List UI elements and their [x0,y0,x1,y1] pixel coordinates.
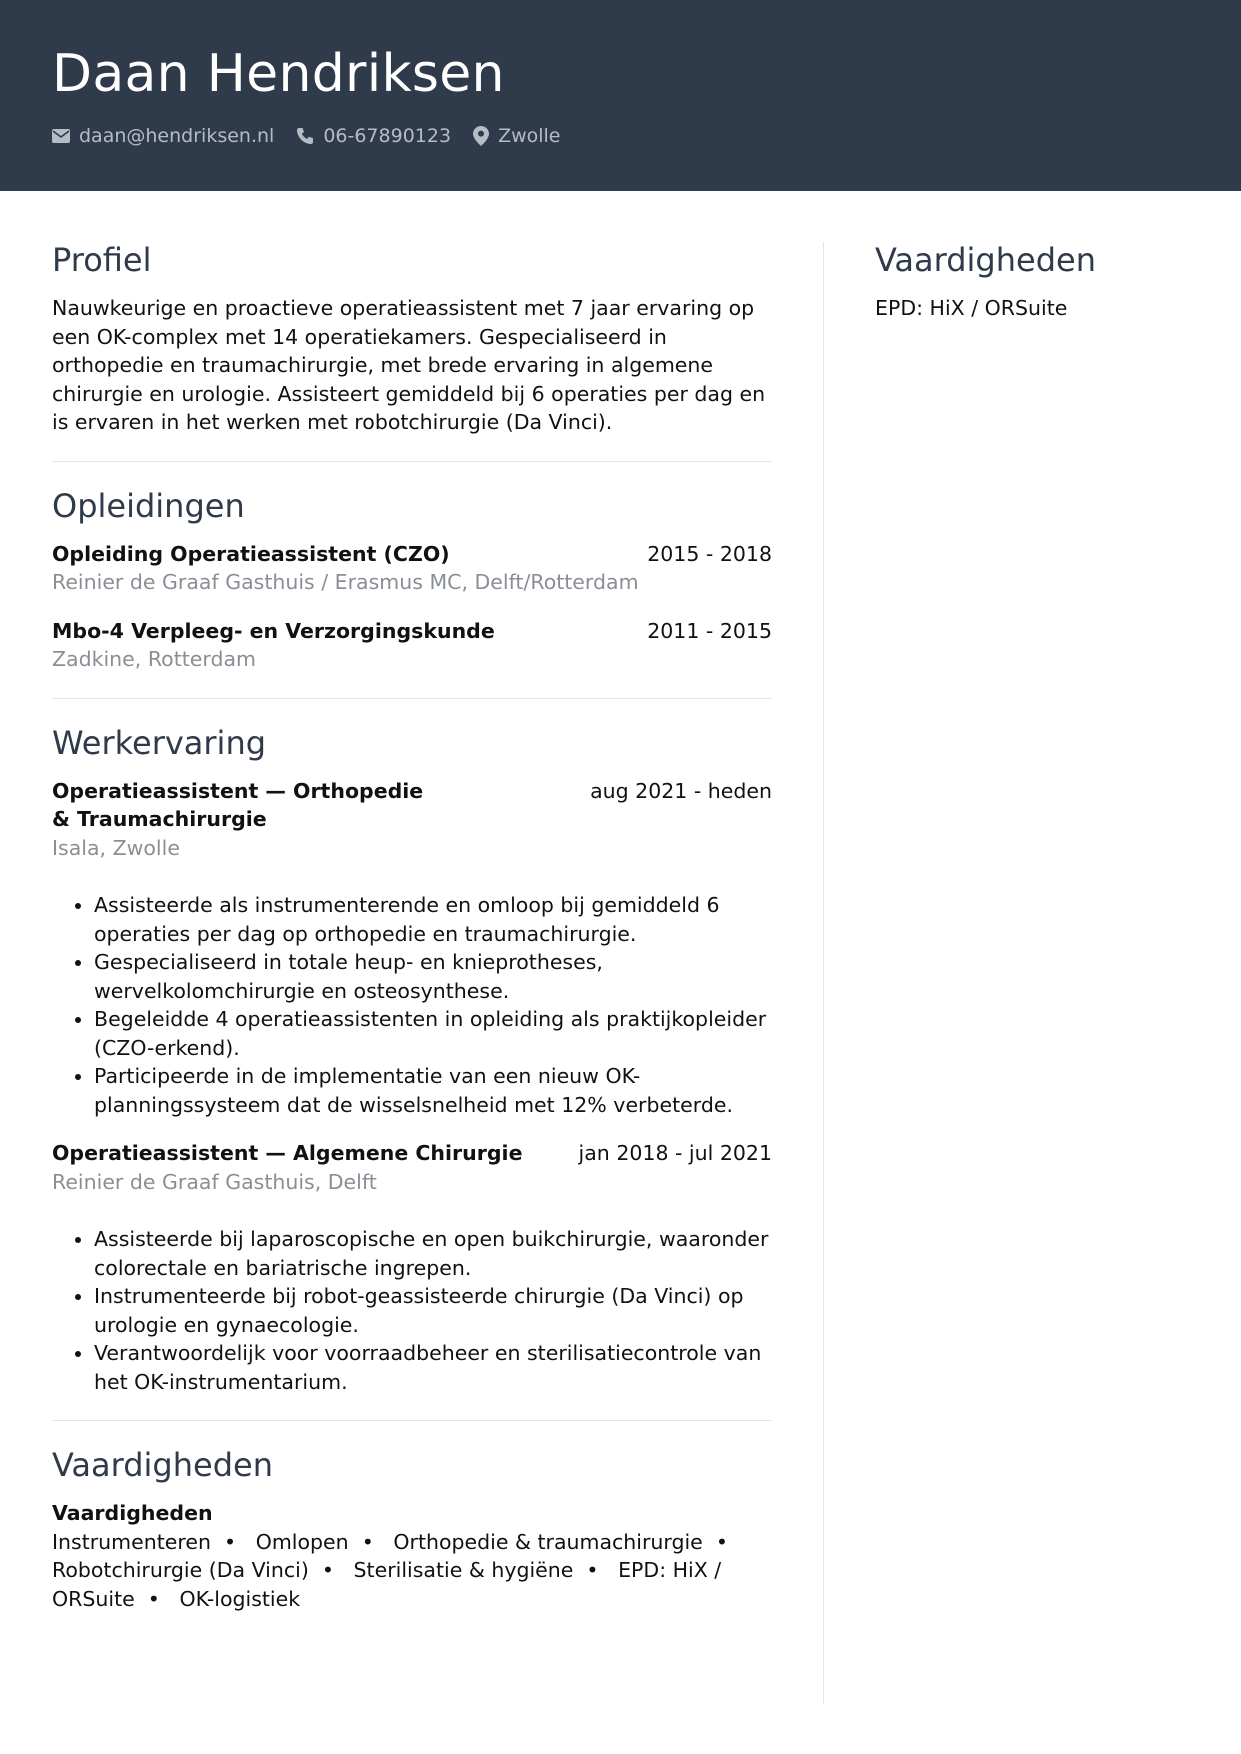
list-item: • Begeleidde 4 operatieassistenten in opleiding als praktijkopleider (CZO-erkend). [94,1005,772,1062]
skill-separator: • [702,1529,741,1554]
section-divider [52,461,772,462]
job-employer: Isala, Zwolle [52,835,180,860]
main-column [52,240,772,1613]
contact-phone[interactable] [296,125,451,147]
education-name: Mbo-4 Verpleeg- en Verzorgingskunde [52,618,495,643]
list-item: • Gespecialiseerd in totale heup- en knieprotheses, wervelkolomchirurgie en osteosynthese. [94,948,772,1005]
section-divider [52,1420,772,1421]
list-item: • Verantwoordelijk voor voorraadbeheer en sterilisatiecontrole van het OK-instrumentarium. [94,1339,772,1396]
email-text: daan@hendriksen.nl [79,125,275,147]
phone-icon [296,127,314,145]
side-column [875,240,1195,323]
side-section-title-skills: Vaardigheden [875,241,1096,279]
education-institution: Zadkine, Rotterdam [52,647,256,671]
side-skills-text: EPD: HiX / ORSuite [875,296,1068,320]
section-education [52,486,772,674]
skill-item: Robotchirurgie (Da Vinci) [52,1558,309,1582]
job-bullets [52,891,772,1119]
list-item: • Instrumenteerde bij robot-geassisteerde chirurgie (Da Vinci) op urologie en gynaecologie. [94,1282,772,1339]
skill-item: Omlopen [255,1529,349,1554]
job-dates: jan 2018 - jul 2021 [578,1141,772,1165]
job-title: Operatieassistent — Algemene Chirurgie [52,1141,523,1165]
job-dates: aug 2021 - heden [590,778,772,803]
location-text: Zwolle [498,125,561,147]
education-years: 2015 - 2018 [647,541,772,566]
education-institution: Reinier de Graaf Gasthuis / Erasmus MC, Delft/Rotterdam [52,570,639,594]
skills-subtitle: Vaardigheden [52,1501,213,1525]
section-title-skills: Vaardigheden [52,1446,273,1484]
phone-text: 06-67890123 [323,125,452,147]
section-profile [52,240,772,437]
list-item: • Assisteerde als instrumenterende en omloop bij gemiddeld 6 operaties per dag op orthopedie en traumachirurgie. [94,891,772,948]
job-item [52,1139,772,1396]
skill-separator: • [134,1586,173,1611]
job-title: Operatieassistent — Orthopedie & Traumachirurgie [52,778,424,831]
location-pin-icon [473,126,489,146]
skill-separator: • [348,1529,387,1554]
skill-separator: • [308,1558,348,1582]
candidate-name: Daan Hendriksen [52,44,505,104]
section-skills [52,1445,772,1613]
list-item: • Assisteerde bij laparoscopische en open buikchirurgie, waaronder colorectale en bariatrische ingrepen. [94,1225,772,1282]
skill-separator: • [211,1529,250,1554]
section-divider [52,698,772,699]
contact-location [473,125,560,147]
contact-bar [52,124,583,148]
section-experience [52,723,772,1397]
list-item: • Participeerde in de implementatie van een nieuw OK-planningssysteem dat de wisselsnelheid met 12% verbeterde. [94,1062,772,1119]
section-title-experience: Werkervaring [52,723,267,762]
skills-list [52,1528,772,1614]
envelope-icon [52,129,70,143]
profile-text: Nauwkeurige en proactieve operatieassistent met 7 jaar ervaring op een OK-complex met 14 operatiekamers. Gespecialiseerd in orthopedie en traumachirurgie, met brede ervaring in algemene chirurgie en urologie. Assisteert gemiddeld bij 6 operaties per dag en is ervaren in het werken met robotchirurgie (Da Vinci). [52,296,766,434]
job-bullets [52,1225,772,1396]
skill-item: Orthopedie & traumachirurgie [393,1529,703,1554]
section-title-profile: Profiel [52,241,152,279]
education-item [52,617,772,674]
header-banner [0,0,1241,191]
education-item [52,540,772,597]
education-years: 2011 - 2015 [647,618,772,643]
skill-item: OK-logistiek [179,1586,301,1611]
contact-email[interactable] [52,125,274,147]
job-item [52,777,772,1120]
column-divider [823,242,824,1704]
skill-separator: • [573,1558,612,1582]
job-employer: Reinier de Graaf Gasthuis, Delft [52,1169,377,1194]
section-title-education: Opleidingen [52,486,245,525]
education-name: Opleiding Operatieassistent (CZO) [52,541,450,566]
skill-item: Sterilisatie & hygiëne [353,1558,574,1582]
skill-item: Instrumenteren [52,1529,211,1554]
skill-item: EPD: HiX / ORSuite [52,1558,722,1611]
